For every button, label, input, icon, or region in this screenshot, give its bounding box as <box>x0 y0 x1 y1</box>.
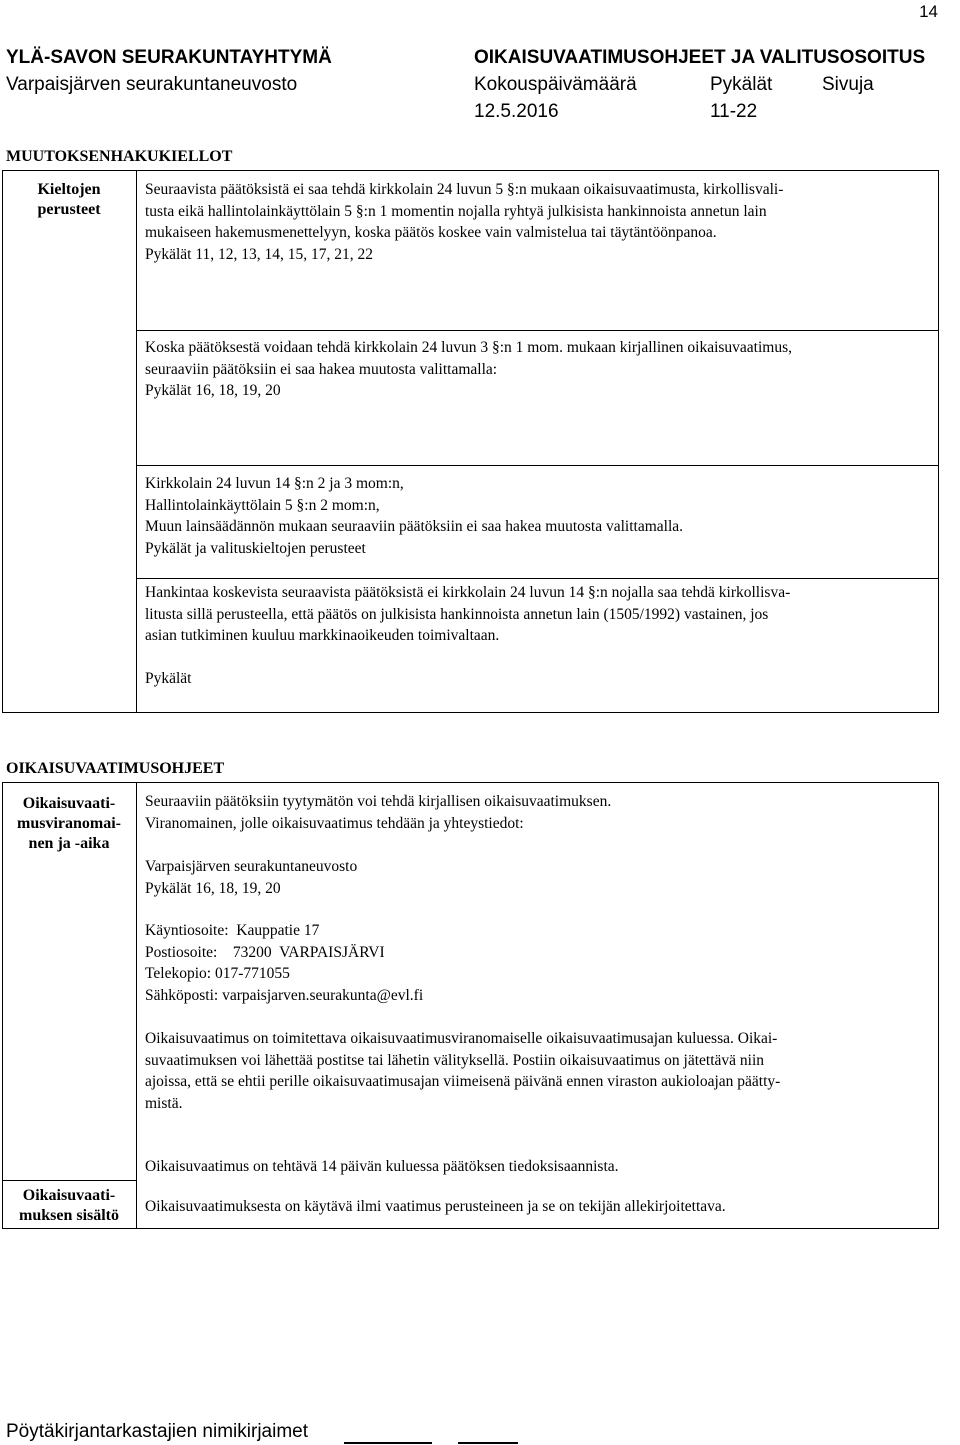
email-address: Sähköposti: varpaisjarven.seurakunta@evl.fi <box>145 986 424 1004</box>
grounds-label-line: Kieltojen <box>37 181 101 198</box>
text-line: Pykälät <box>145 670 192 687</box>
text-line: mistä. <box>145 1094 183 1112</box>
initials-line-2[interactable] <box>458 1442 518 1444</box>
ban-paragraph-3 <box>145 473 683 559</box>
authority-and-time-label <box>2 794 136 854</box>
instructions-paragraph-1 <box>145 791 611 834</box>
text-line: seuraaviin päätöksiin ei saa hakea muutosta valittamalla: <box>145 360 498 378</box>
initials-line-1[interactable] <box>344 1442 432 1444</box>
pages-heading: Sivuja <box>822 74 874 95</box>
text-line: Pykälät 16, 18, 19, 20 <box>145 879 281 897</box>
appeal-ban-title: MUUTOKSENHAKUKIELLOT <box>6 148 233 165</box>
text-line: Muun lainsäädännön mukaan seuraaviin päätöksiin ei saa hakea muutosta valittamalla. <box>145 518 684 535</box>
text-line: ajoissa, että se ehtii perille oikaisuvaatimusajan viimeisenä päivänä ennen viraston aukioloajan päätty- <box>145 1073 781 1090</box>
document-title: OIKAISUVAATIMUSOHJEET JA VALITUSOSOITUS <box>474 47 926 68</box>
meeting-date-heading: Kokouspäivämäärä <box>474 74 637 95</box>
organization-name: YLÄ-SAVON SEURAKUNTAYHTYMÄ <box>6 47 332 68</box>
contact-details <box>145 920 423 1006</box>
postal-address: Postiosoite: 73200 VARPAISJÄRVI <box>145 943 385 961</box>
text-line: Oikaisuvaatimus on toimitettava oikaisuvaatimusviranomaiselle oikaisuvaatimusajan kuluessa. Oikai- <box>145 1030 778 1047</box>
ban-paragraph-5 <box>145 668 192 690</box>
initials-label: Pöytäkirjantarkastajien nimikirjaimet <box>6 1421 308 1442</box>
text-line: Seuraaviin päätöksiin tyytymätön voi tehdä kirjallisen oikaisuvaatimuksen. <box>145 793 612 810</box>
ban-paragraph-2 <box>145 337 792 402</box>
sections-range: 11-22 <box>710 101 758 122</box>
text-line: mukaiseen hakemusmenettelyyn, koska päätös koskee vain valmistelua tai täytäntöönpanoa. <box>145 224 717 241</box>
ban-paragraph-4 <box>145 582 790 647</box>
text-line: Oikaisuvaatimuksesta on käytävä ilmi vaatimus perusteineen ja se on tekijän allekirjoitettava. <box>145 1198 726 1215</box>
text-line: Koska päätöksestä voidaan tehdä kirkkolain 24 luvun 3 §:n 1 mom. mukaan kirjallinen oikaisuvaatimus, <box>145 339 792 356</box>
ban-paragraph-1 <box>145 179 783 265</box>
grounds-label <box>2 180 136 220</box>
text-line: tusta eikä hallintolainkäyttölain 5 §:n 1 momentin nojalla ryhtyä julkisista hankinnoista annetun lain <box>145 202 767 220</box>
fax-number: Telekopio: 017-771055 <box>145 965 290 982</box>
content-label <box>2 1186 136 1226</box>
instructions-deadline <box>145 1156 619 1178</box>
label-line: Oikaisuvaati- <box>22 1187 116 1204</box>
label-line: nen ja -aika <box>28 835 110 852</box>
instructions-content <box>145 1196 726 1218</box>
text-line: Kirkkolain 24 luvun 14 §:n 2 ja 3 mom:n, <box>145 475 404 492</box>
instructions-paragraph-3 <box>145 1028 780 1114</box>
label-line: muksen sisältö <box>18 1207 120 1224</box>
label-line: musviranomai- <box>17 815 121 832</box>
label-line: Oikaisuvaati- <box>22 795 116 812</box>
text-line: asian tutkiminen kuuluu markkinaoikeuden toimivaltaan. <box>145 627 500 644</box>
visiting-address: Käyntiosoite: Kauppatie 17 <box>145 922 320 939</box>
page-number: 14 <box>919 2 938 21</box>
grounds-label-line: perusteet <box>37 201 101 218</box>
text-line: litusta sillä perusteella, että päätös on julkisista hankinnoista annetun lain (1505/1992) vastainen, jos <box>145 605 769 623</box>
text-line: suvaatimuksen voi lähettää postitse tai lähetin välityksellä. Postiin oikaisuvaatimus on jätettävä niin <box>145 1051 765 1069</box>
text-line: Pykälät 11, 12, 13, 14, 15, 17, 21, 22 <box>145 245 374 263</box>
text-line: Pykälät 16, 18, 19, 20 <box>145 382 281 399</box>
text-line: Viranomainen, jolle oikaisuvaatimus tehdään ja yhteystiedot: <box>145 814 524 832</box>
instructions-authority <box>145 856 357 899</box>
instructions-title: OIKAISUVAATIMUSOHJEET <box>6 760 225 777</box>
text-line: Varpaisjärven seurakuntaneuvosto <box>145 858 358 875</box>
board-name: Varpaisjärven seurakuntaneuvosto <box>6 74 298 95</box>
sections-heading: Pykälät <box>710 74 773 95</box>
text-line: Hankintaa koskevista seuraavista päätöksistä ei kirkkolain 24 luvun 14 §:n nojalla saa tehdä kirkollisva- <box>145 584 791 601</box>
meeting-date: 12.5.2016 <box>474 101 559 122</box>
text-line: Oikaisuvaatimus on tehtävä 14 päivän kuluessa päätöksen tiedoksisaannista. <box>145 1158 619 1175</box>
text-line: Hallintolainkäyttölain 5 §:n 2 mom:n, <box>145 496 380 514</box>
text-line: Pykälät ja valituskieltojen perusteet <box>145 539 366 557</box>
text-line: Seuraavista päätöksistä ei saa tehdä kirkkolain 24 luvun 5 §:n mukaan oikaisuvaatimusta, kirkollisvali- <box>145 181 784 198</box>
